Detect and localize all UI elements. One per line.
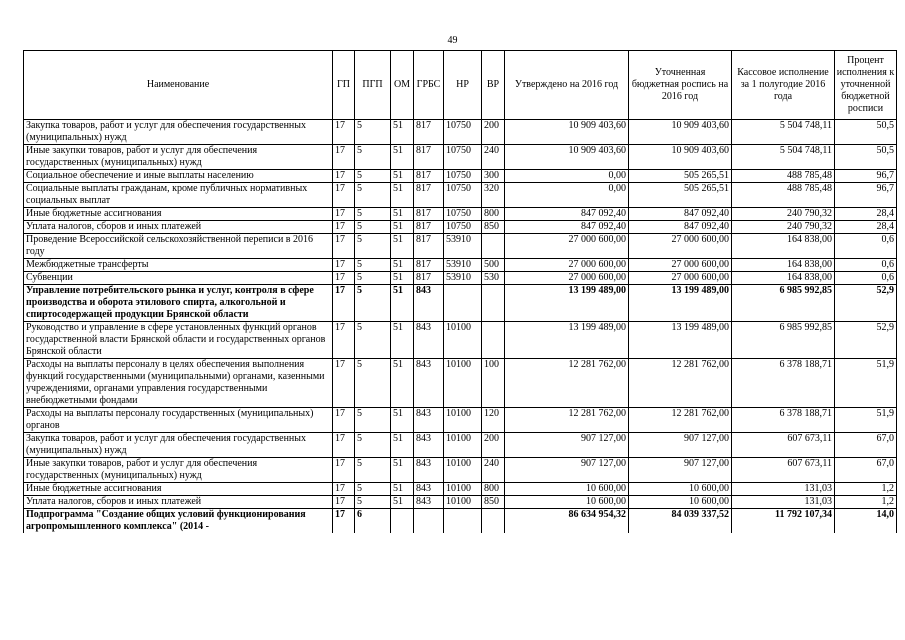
- cell-cash: 488 785,48: [732, 183, 835, 208]
- cell-nr: 10100: [444, 483, 482, 496]
- cell-refined: 505 265,51: [629, 170, 732, 183]
- cell-pgp: 5: [355, 285, 391, 322]
- cell-pgp: 5: [355, 359, 391, 408]
- table-row: [24, 183, 897, 208]
- cell-approved: 10 909 403,60: [505, 145, 629, 170]
- cell-pgp: 5: [355, 208, 391, 221]
- cell-om: 51: [391, 259, 414, 272]
- cell-vr: 120: [482, 408, 505, 433]
- cell-percent: 50,5: [835, 120, 897, 145]
- cell-refined: 12 281 762,00: [629, 408, 732, 433]
- cell-nr: 53910: [444, 234, 482, 259]
- cell-grbs: 817: [414, 234, 444, 259]
- cell-om: 51: [391, 221, 414, 234]
- cell-nr: 10750: [444, 120, 482, 145]
- cell-om: 51: [391, 433, 414, 458]
- cell-percent: 0,6: [835, 272, 897, 285]
- cell-approved: 10 600,00: [505, 496, 629, 509]
- cell-grbs: 843: [414, 322, 444, 359]
- table-row: [24, 458, 897, 483]
- cell-vr: 200: [482, 120, 505, 145]
- cell-pgp: 5: [355, 183, 391, 208]
- budget-table: [23, 50, 897, 533]
- cell-refined: 27 000 600,00: [629, 259, 732, 272]
- cell-approved: 907 127,00: [505, 433, 629, 458]
- cell-approved: 27 000 600,00: [505, 259, 629, 272]
- cell-grbs: 817: [414, 170, 444, 183]
- cell-nr: 10100: [444, 433, 482, 458]
- cell-gp: 17: [333, 322, 355, 359]
- cell-approved: 27 000 600,00: [505, 234, 629, 259]
- cell-name: Закупка товаров, работ и услуг для обеспечения государственных (муниципальных) нужд: [24, 120, 333, 145]
- cell-pgp: 5: [355, 170, 391, 183]
- cell-percent: 52,9: [835, 322, 897, 359]
- cell-percent: 0,6: [835, 259, 897, 272]
- cell-vr: [482, 285, 505, 322]
- cell-pgp: 6: [355, 509, 391, 534]
- cell-gp: 17: [333, 458, 355, 483]
- cell-nr: 10100: [444, 322, 482, 359]
- cell-vr: 800: [482, 208, 505, 221]
- cell-approved: 907 127,00: [505, 458, 629, 483]
- cell-grbs: 843: [414, 496, 444, 509]
- cell-om: 51: [391, 458, 414, 483]
- cell-pgp: 5: [355, 221, 391, 234]
- cell-cash: 488 785,48: [732, 170, 835, 183]
- cell-gp: 17: [333, 285, 355, 322]
- cell-gp: 17: [333, 208, 355, 221]
- cell-refined: 907 127,00: [629, 433, 732, 458]
- cell-grbs: 817: [414, 221, 444, 234]
- cell-percent: 1,2: [835, 496, 897, 509]
- cell-approved: 12 281 762,00: [505, 408, 629, 433]
- cell-vr: 300: [482, 170, 505, 183]
- cell-name: Иные закупки товаров, работ и услуг для обеспечения государственных (муниципальных) нужд: [24, 458, 333, 483]
- cell-grbs: 843: [414, 458, 444, 483]
- cell-refined: 27 000 600,00: [629, 234, 732, 259]
- cell-gp: 17: [333, 259, 355, 272]
- cell-cash: 6 378 188,71: [732, 408, 835, 433]
- cell-gp: 17: [333, 496, 355, 509]
- cell-refined: 10 600,00: [629, 483, 732, 496]
- cell-name: Иные бюджетные ассигнования: [24, 208, 333, 221]
- cell-pgp: 5: [355, 496, 391, 509]
- cell-percent: 50,5: [835, 145, 897, 170]
- cell-cash: 6 378 188,71: [732, 359, 835, 408]
- cell-grbs: 817: [414, 208, 444, 221]
- cell-cash: 131,03: [732, 483, 835, 496]
- col-header-grbs: ГРБС: [414, 51, 444, 120]
- table-row: [24, 359, 897, 408]
- cell-om: [391, 509, 414, 534]
- cell-nr: 10100: [444, 496, 482, 509]
- cell-grbs: 817: [414, 120, 444, 145]
- cell-gp: 17: [333, 433, 355, 458]
- cell-name: Социальное обеспечение и иные выплаты населению: [24, 170, 333, 183]
- cell-om: 51: [391, 496, 414, 509]
- cell-percent: 52,9: [835, 285, 897, 322]
- cell-pgp: 5: [355, 120, 391, 145]
- cell-approved: 12 281 762,00: [505, 359, 629, 408]
- table-row: [24, 170, 897, 183]
- col-header-nr: НР: [444, 51, 482, 120]
- cell-percent: 28,4: [835, 208, 897, 221]
- cell-name: Проведение Всероссийской сельскохозяйственной переписи в 2016 году: [24, 234, 333, 259]
- cell-vr: [482, 234, 505, 259]
- cell-vr: 320: [482, 183, 505, 208]
- cell-approved: 13 199 489,00: [505, 285, 629, 322]
- cell-cash: 6 985 992,85: [732, 285, 835, 322]
- cell-percent: 96,7: [835, 170, 897, 183]
- cell-cash: 607 673,11: [732, 433, 835, 458]
- cell-vr: 240: [482, 458, 505, 483]
- table-row: [24, 221, 897, 234]
- cell-gp: 17: [333, 221, 355, 234]
- table-row: [24, 234, 897, 259]
- cell-pgp: 5: [355, 408, 391, 433]
- cell-gp: 17: [333, 170, 355, 183]
- cell-nr: 10750: [444, 183, 482, 208]
- cell-grbs: 843: [414, 285, 444, 322]
- cell-grbs: 817: [414, 259, 444, 272]
- cell-cash: 131,03: [732, 496, 835, 509]
- cell-percent: 51,9: [835, 408, 897, 433]
- cell-percent: 0,6: [835, 234, 897, 259]
- cell-cash: 240 790,32: [732, 221, 835, 234]
- cell-gp: 17: [333, 408, 355, 433]
- table-row: [24, 120, 897, 145]
- cell-om: 51: [391, 408, 414, 433]
- table-row: [24, 496, 897, 509]
- table-row: [24, 322, 897, 359]
- cell-pgp: 5: [355, 272, 391, 285]
- cell-cash: 5 504 748,11: [732, 145, 835, 170]
- cell-nr: 10750: [444, 145, 482, 170]
- cell-name: Расходы на выплаты персоналу в целях обеспечения выполнения функций государственными (муниципальными) органами, казенными учреждениями, органами управления государственными внебюджетными фондами: [24, 359, 333, 408]
- cell-vr: 800: [482, 483, 505, 496]
- cell-om: 51: [391, 359, 414, 408]
- cell-gp: 17: [333, 272, 355, 285]
- cell-vr: 500: [482, 259, 505, 272]
- cell-nr: 10100: [444, 458, 482, 483]
- cell-grbs: 843: [414, 433, 444, 458]
- table-row: [24, 208, 897, 221]
- cell-grbs: 817: [414, 183, 444, 208]
- cell-cash: 11 792 107,34: [732, 509, 835, 534]
- cell-nr: 53910: [444, 272, 482, 285]
- col-header-pgp: ПГП: [355, 51, 391, 120]
- col-header-gp: ГП: [333, 51, 355, 120]
- cell-percent: 96,7: [835, 183, 897, 208]
- cell-nr: 10750: [444, 170, 482, 183]
- cell-vr: [482, 322, 505, 359]
- cell-grbs: 843: [414, 359, 444, 408]
- cell-grbs: 843: [414, 483, 444, 496]
- cell-refined: 10 909 403,60: [629, 145, 732, 170]
- cell-grbs: 843: [414, 408, 444, 433]
- cell-refined: 505 265,51: [629, 183, 732, 208]
- col-header-om: ОМ: [391, 51, 414, 120]
- cell-percent: 1,2: [835, 483, 897, 496]
- cell-nr: [444, 285, 482, 322]
- cell-pgp: 5: [355, 259, 391, 272]
- cell-om: 51: [391, 145, 414, 170]
- cell-refined: 13 199 489,00: [629, 285, 732, 322]
- cell-om: 51: [391, 322, 414, 359]
- cell-cash: 164 838,00: [732, 234, 835, 259]
- table-row: [24, 408, 897, 433]
- cell-pgp: 5: [355, 145, 391, 170]
- cell-gp: 17: [333, 359, 355, 408]
- cell-approved: 847 092,40: [505, 208, 629, 221]
- cell-refined: 847 092,40: [629, 221, 732, 234]
- cell-pgp: 5: [355, 458, 391, 483]
- cell-approved: 847 092,40: [505, 221, 629, 234]
- table-row: [24, 285, 897, 322]
- cell-om: 51: [391, 208, 414, 221]
- cell-pgp: 5: [355, 234, 391, 259]
- table-row: [24, 259, 897, 272]
- cell-nr: 10750: [444, 208, 482, 221]
- cell-refined: 27 000 600,00: [629, 272, 732, 285]
- cell-name: Субвенции: [24, 272, 333, 285]
- cell-name: Закупка товаров, работ и услуг для обеспечения государственных (муниципальных) нужд: [24, 433, 333, 458]
- table-row: [24, 433, 897, 458]
- cell-om: 51: [391, 483, 414, 496]
- cell-refined: 12 281 762,00: [629, 359, 732, 408]
- cell-nr: 53910: [444, 259, 482, 272]
- cell-cash: 164 838,00: [732, 259, 835, 272]
- cell-name: Подпрограмма "Создание общих условий функционирования агропромышленного комплекса" (2014 -: [24, 509, 333, 534]
- cell-vr: 850: [482, 496, 505, 509]
- col-header-refined: Уточненная бюджетная роспись на 2016 год: [629, 51, 732, 120]
- cell-om: 51: [391, 183, 414, 208]
- cell-vr: 530: [482, 272, 505, 285]
- cell-refined: 10 909 403,60: [629, 120, 732, 145]
- cell-gp: 17: [333, 234, 355, 259]
- cell-percent: 51,9: [835, 359, 897, 408]
- cell-gp: 17: [333, 509, 355, 534]
- cell-refined: 847 092,40: [629, 208, 732, 221]
- cell-approved: 10 600,00: [505, 483, 629, 496]
- cell-pgp: 5: [355, 433, 391, 458]
- cell-name: Социальные выплаты гражданам, кроме публичных нормативных социальных выплат: [24, 183, 333, 208]
- cell-vr: 240: [482, 145, 505, 170]
- col-header-approved: Утверждено на 2016 год: [505, 51, 629, 120]
- cell-gp: 17: [333, 145, 355, 170]
- cell-percent: 67,0: [835, 433, 897, 458]
- cell-grbs: [414, 509, 444, 534]
- cell-approved: 0,00: [505, 170, 629, 183]
- cell-vr: 200: [482, 433, 505, 458]
- cell-cash: 164 838,00: [732, 272, 835, 285]
- cell-refined: 13 199 489,00: [629, 322, 732, 359]
- cell-approved: 13 199 489,00: [505, 322, 629, 359]
- cell-gp: 17: [333, 183, 355, 208]
- cell-percent: 14,0: [835, 509, 897, 534]
- cell-om: 51: [391, 272, 414, 285]
- cell-nr: 10100: [444, 359, 482, 408]
- header-row: [24, 51, 897, 120]
- cell-approved: 10 909 403,60: [505, 120, 629, 145]
- col-header-cash: Кассовое исполнение за 1 полугодие 2016 года: [732, 51, 835, 120]
- cell-approved: 86 634 954,32: [505, 509, 629, 534]
- cell-grbs: 817: [414, 272, 444, 285]
- page-number: 49: [447, 35, 458, 46]
- cell-om: 51: [391, 170, 414, 183]
- cell-name: Расходы на выплаты персоналу государственных (муниципальных) органов: [24, 408, 333, 433]
- cell-nr: [444, 509, 482, 534]
- cell-percent: 28,4: [835, 221, 897, 234]
- cell-vr: 100: [482, 359, 505, 408]
- cell-gp: 17: [333, 483, 355, 496]
- cell-om: 51: [391, 285, 414, 322]
- table-row: [24, 509, 897, 534]
- table-row: [24, 483, 897, 496]
- cell-cash: 5 504 748,11: [732, 120, 835, 145]
- cell-percent: 67,0: [835, 458, 897, 483]
- cell-vr: 850: [482, 221, 505, 234]
- cell-nr: 10750: [444, 221, 482, 234]
- col-header-percent: Процент исполнения к уточненной бюджетной росписи: [835, 51, 897, 120]
- table-body: [24, 120, 897, 534]
- cell-nr: 10100: [444, 408, 482, 433]
- col-header-vr: ВР: [482, 51, 505, 120]
- cell-om: 51: [391, 120, 414, 145]
- cell-refined: 907 127,00: [629, 458, 732, 483]
- cell-cash: 607 673,11: [732, 458, 835, 483]
- cell-name: Иные бюджетные ассигнования: [24, 483, 333, 496]
- cell-cash: 240 790,32: [732, 208, 835, 221]
- cell-name: Уплата налогов, сборов и иных платежей: [24, 496, 333, 509]
- cell-name: Управление потребительского рынка и услуг, контроля в сфере производства и оборота этилового спирта, алкогольной и спиртосодержащей продукции Брянской области: [24, 285, 333, 322]
- cell-refined: 10 600,00: [629, 496, 732, 509]
- cell-name: Иные закупки товаров, работ и услуг для обеспечения государственных (муниципальных) нужд: [24, 145, 333, 170]
- cell-gp: 17: [333, 120, 355, 145]
- cell-om: 51: [391, 234, 414, 259]
- cell-refined: 84 039 337,52: [629, 509, 732, 534]
- cell-grbs: 817: [414, 145, 444, 170]
- cell-name: Руководство и управление в сфере установленных функций органов государственной власти Брянской области и государственных органов Брянской области: [24, 322, 333, 359]
- cell-name: Межбюджетные трансферты: [24, 259, 333, 272]
- table-row: [24, 272, 897, 285]
- table-row: [24, 145, 897, 170]
- cell-vr: [482, 509, 505, 534]
- cell-name: Уплата налогов, сборов и иных платежей: [24, 221, 333, 234]
- cell-approved: 27 000 600,00: [505, 272, 629, 285]
- cell-approved: 0,00: [505, 183, 629, 208]
- cell-cash: 6 985 992,85: [732, 322, 835, 359]
- cell-pgp: 5: [355, 483, 391, 496]
- cell-pgp: 5: [355, 322, 391, 359]
- col-header-name: Наименование: [24, 51, 333, 120]
